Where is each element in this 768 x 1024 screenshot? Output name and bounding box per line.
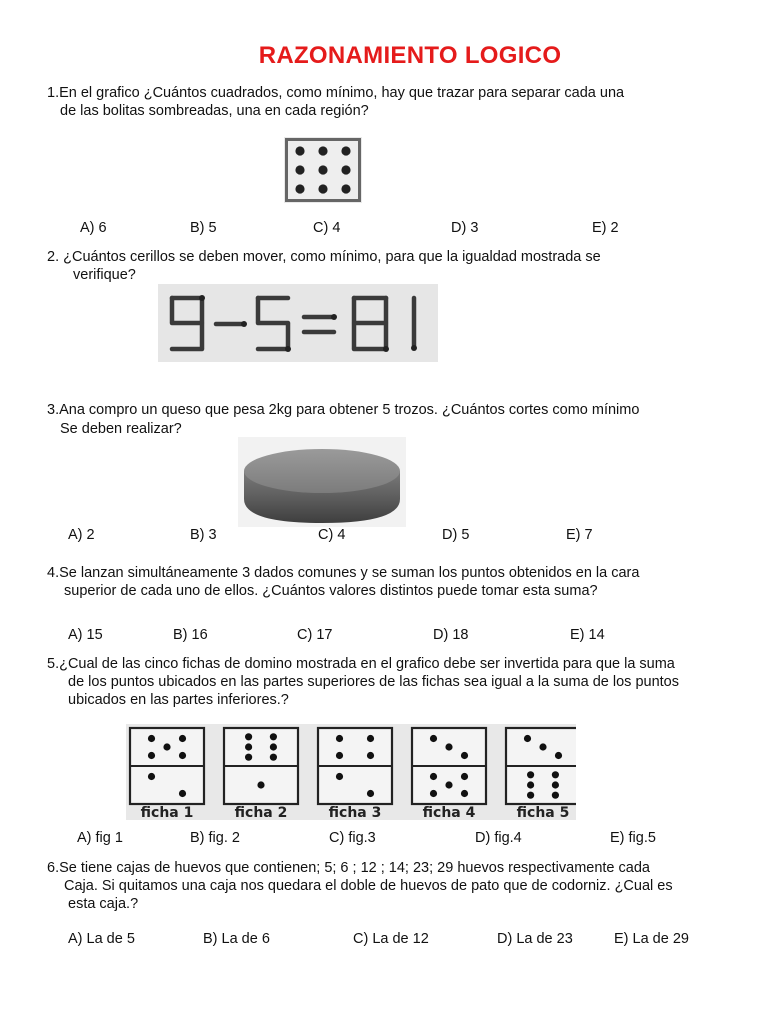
q5-option-d: D) fig.4 [475,830,522,846]
question-5-line-3: ubicados en las partes inferiores.? [68,692,289,708]
domino-bottom-pip [430,790,437,797]
domino-top-pip [270,743,277,750]
domino-label: ficha 3 [328,805,382,820]
question-3-line-1: 3.Ana compro un queso que pesa 2kg para obtener 5 trozos. ¿Cuántos cortes como mínimo [47,402,640,418]
q1-option-b: B) 5 [190,220,217,236]
cheese-wheel-figure [238,437,406,527]
question-2-line-2: verifique? [73,267,136,283]
q3-option-b: B) 3 [190,527,217,543]
domino-label: ficha 1 [140,805,194,820]
domino-bottom-pip [552,771,559,778]
q5-option-e: E) fig.5 [610,830,656,846]
q4-option-b: B) 16 [173,627,208,643]
question-1-line-2: de las bolitas sombreadas, una en cada región? [60,103,369,119]
domino-bottom-pip [336,773,343,780]
q1-option-c: C) 4 [313,220,341,236]
domino-top-pip [336,735,343,742]
domino-top-pip [245,754,252,761]
question-5-line-1: 5.¿Cual de las cinco fichas de domino mostrada en el grafico debe ser invertida para que la suma [47,656,675,672]
question-3-line-2: Se deben realizar? [60,421,182,437]
domino-bottom-pip [527,781,534,788]
q3-option-c: C) 4 [318,527,346,543]
domino-top-pip [270,754,277,761]
q3-option-d: D) 5 [442,527,470,543]
q6-option-e: E) La de 29 [614,931,689,947]
q6-option-a: A) La de 5 [68,931,135,947]
domino-top-pip [270,733,277,740]
domino-bottom-pip [445,781,452,788]
domino-top-pip [555,752,562,759]
domino-top-pip [163,743,170,750]
domino-top-pip [524,735,531,742]
q1-option-d: D) 3 [451,220,479,236]
domino-top-pip [461,752,468,759]
q3-option-e: E) 7 [566,527,593,543]
q5-option-c: C) fig.3 [329,830,376,846]
question-4-line-2: superior de cada uno de ellos. ¿Cuántos valores distintos puede tomar esta suma? [64,583,598,599]
q1-option-e: E) 2 [592,220,619,236]
domino-top-pip [367,735,374,742]
domino-label: ficha 4 [422,805,476,820]
domino-top-pip [245,733,252,740]
domino-top-pip [245,743,252,750]
q6-option-c: C) La de 12 [353,931,429,947]
domino-top-pip [148,752,155,759]
q6-option-b: B) La de 6 [203,931,270,947]
q4-option-a: A) 15 [68,627,103,643]
dots-grid-figure [284,137,362,203]
question-1-line-1: 1.En el grafico ¿Cuántos cuadrados, como mínimo, hay que trazar para separar cada una [47,85,625,101]
domino-bottom-pip [148,773,155,780]
question-4-line-1: 4.Se lanzan simultáneamente 3 dados comunes y se suman los puntos obtenidos en la cara [47,565,640,581]
domino-bottom-pip [552,781,559,788]
domino-top-pip [179,752,186,759]
domino-bottom-pip [461,773,468,780]
question-6-line-2: Caja. Si quitamos una caja nos quedara el doble de huevos de pato que de codorniz. ¿Cual es [64,878,673,894]
domino-bottom-pip [179,790,186,797]
domino-top-pip [148,735,155,742]
domino-bottom-pip [461,790,468,797]
domino-bottom-pip [257,781,264,788]
domino-top-pip [445,743,452,750]
question-2-line-1: 2. ¿Cuántos cerillos se deben mover, como mínimo, para que la igualdad mostrada se [47,249,601,265]
q3-option-a: A) 2 [68,527,95,543]
q1-option-a: A) 6 [80,220,107,236]
q4-option-d: D) 18 [433,627,469,643]
domino-top-pip [179,735,186,742]
domino-top-pip [539,743,546,750]
question-5-line-2: de los puntos ubicados en las partes superiores de las fichas sea igual a la suma de los puntos [68,674,679,690]
domino-figure [126,724,576,820]
question-6-line-3: esta caja.? [68,896,139,912]
domino-top-pip [336,752,343,759]
question-6-line-1: 6.Se tiene cajas de huevos que contienen; 5; 6 ; 12 ; 14; 23; 29 huevos respectivamente cada [47,860,650,876]
q5-option-a: A) fig 1 [77,830,123,846]
domino-bottom-pip [367,790,374,797]
domino-label: ficha 2 [234,805,288,820]
domino-bottom-pip [527,771,534,778]
domino-top-pip [367,752,374,759]
domino-top-pip [430,735,437,742]
domino-bottom-pip [552,792,559,799]
q4-option-c: C) 17 [297,627,333,643]
page-title: RAZONAMIENTO LOGICO [258,42,562,69]
q6-option-d: D) La de 23 [497,931,573,947]
domino-label: ficha 5 [516,805,570,820]
domino-bottom-pip [527,792,534,799]
q5-option-b: B) fig. 2 [190,830,240,846]
q4-option-e: E) 14 [570,627,605,643]
domino-bottom-pip [430,773,437,780]
matchstick-equation-figure [158,284,438,362]
